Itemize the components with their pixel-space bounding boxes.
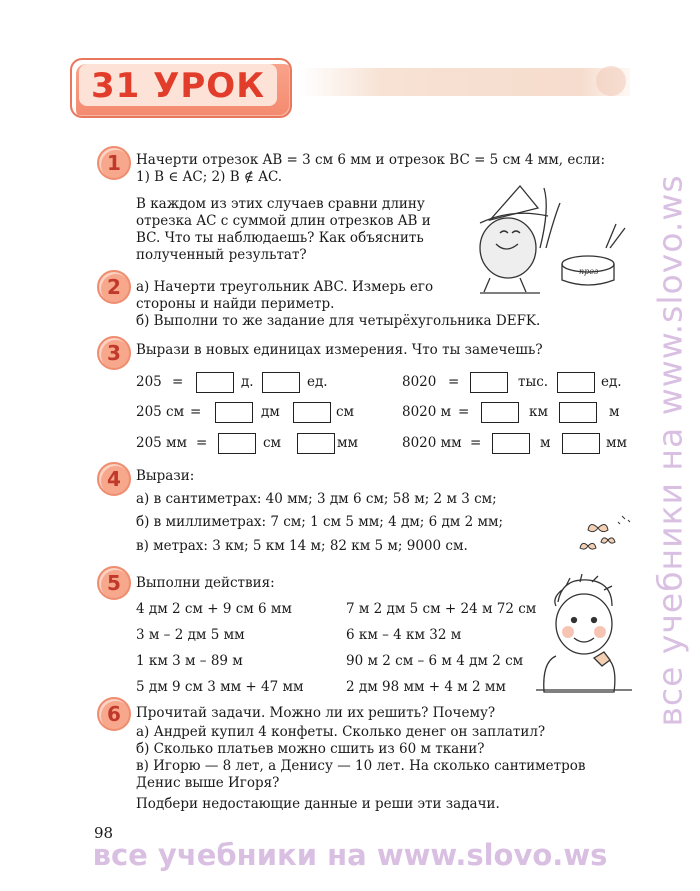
task1-para-3: BC. Что ты наблюдаешь? Как объяснить xyxy=(136,230,424,246)
answer-box[interactable] xyxy=(492,433,530,454)
task3-left-2-a: 205 см xyxy=(136,404,185,420)
task2-line-2: стороны и найди периметр. xyxy=(136,296,335,312)
task3-right-3-a: 8020 мм xyxy=(402,435,462,451)
task3-left-1-a: 205 xyxy=(136,374,162,390)
answer-box[interactable] xyxy=(215,402,253,423)
task5-left-1: 4 дм 2 см + 9 см 6 мм xyxy=(136,601,292,617)
answer-box[interactable] xyxy=(557,372,595,393)
task3-right-2-eq: = xyxy=(458,404,470,420)
task3-left-1-u2: ед. xyxy=(307,374,328,390)
watermark-side xyxy=(648,130,692,770)
task-number-3: 3 xyxy=(97,336,131,370)
task3-right-3-u2: мм xyxy=(606,435,628,451)
task5-left-3: 1 км 3 м – 89 м xyxy=(136,653,243,669)
task3-right-1-u2: ед. xyxy=(601,374,622,390)
task3-right-1-a: 8020 xyxy=(402,374,437,390)
task5-left-2: 3 м – 2 дм 5 мм xyxy=(136,627,245,643)
owl-in-hat-illustration xyxy=(460,178,635,298)
watermark-side-text: все учебники на www.slovo.ws xyxy=(650,173,690,727)
watermark-bottom[interactable]: все учебники на www.slovo.ws xyxy=(92,838,608,872)
answer-box[interactable] xyxy=(196,372,234,393)
task3-left-3-u1: см xyxy=(263,435,282,451)
task-number-2: 2 xyxy=(97,270,131,304)
task3-title: Вырази в новых единицах измерения. Что ты замечешь? xyxy=(136,342,543,358)
task3-left-1-u1: д. xyxy=(241,374,254,390)
answer-box[interactable] xyxy=(218,433,256,454)
task3-left-3-u2: мм xyxy=(337,435,359,451)
task6-line-c: в) Игорю — 8 лет, а Денису — 10 лет. На сколько сантиметров xyxy=(136,758,586,774)
task-number-4: 4 xyxy=(97,462,131,496)
task5-title: Выполни действия: xyxy=(136,575,275,591)
task5-left-4: 5 дм 9 см 3 мм + 47 мм xyxy=(136,679,304,695)
lesson-title: 31 УРОК xyxy=(91,66,265,106)
task1-para-1: В каждом из этих случаев сравни длину xyxy=(136,196,425,212)
task2-line-3: б) Выполни то же задание для четырёхугольника DEFK. xyxy=(136,313,541,329)
task5-right-1: 7 м 2 дм 5 см + 24 м 72 см xyxy=(346,601,537,617)
task3-right-2-u1: км xyxy=(529,404,548,420)
task5-right-4: 2 дм 98 мм + 4 м 2 мм xyxy=(346,679,506,695)
task6-footer: Подбери недостающие данные и реши эти задачи. xyxy=(136,796,500,812)
task-number-5: 5 xyxy=(97,566,131,600)
task5-right-2: 6 км – 4 км 32 м xyxy=(346,627,462,643)
pot-label: през xyxy=(579,267,599,276)
task3-right-2-u2: м xyxy=(609,404,620,420)
task6-title: Прочитай задачи. Можно ли их решить? Почему? xyxy=(136,705,496,721)
task3-right-1-u1: тыс. xyxy=(518,374,549,390)
page-number: 98 xyxy=(94,824,114,842)
answer-box[interactable] xyxy=(562,433,600,454)
answer-box[interactable] xyxy=(262,372,300,393)
answer-box[interactable] xyxy=(470,372,508,393)
task6-line-a: а) Андрей купил 4 конфеты. Сколько денег он заплатил? xyxy=(136,724,546,740)
task2-line-1: а) Начерти треугольник ABC. Измерь его xyxy=(136,279,434,295)
task3-left-3-a: 205 мм xyxy=(136,435,188,451)
butterflies-illustration xyxy=(578,510,638,560)
task-number-1: 1 xyxy=(97,146,131,180)
header-ornament xyxy=(596,66,626,96)
task3-right-1-eq: = xyxy=(448,374,460,390)
answer-box[interactable] xyxy=(297,433,335,454)
task3-left-2-u1: дм xyxy=(261,404,280,420)
answer-box[interactable] xyxy=(559,402,597,423)
task4-title: Вырази: xyxy=(136,468,195,484)
task3-right-3-eq: = xyxy=(470,435,482,451)
task3-left-1-eq: = xyxy=(172,374,184,390)
boy-illustration xyxy=(536,572,636,700)
task3-right-3-u1: м xyxy=(540,435,551,451)
task3-left-2-u2: см xyxy=(336,404,355,420)
task5-right-3: 90 м 2 см – 6 м 4 дм 2 см xyxy=(346,653,524,669)
task4-line-b: б) в миллиметрах: 7 см; 1 см 5 мм; 4 дм; 6 дм 2 мм; xyxy=(136,514,504,530)
task1-para-4: полученный результат? xyxy=(136,247,307,263)
task6-line-d: Денис выше Игоря? xyxy=(136,775,280,791)
answer-box[interactable] xyxy=(481,402,519,423)
task3-left-2-eq: = xyxy=(190,404,202,420)
header-banner xyxy=(300,68,630,96)
task6-line-b: б) Сколько платьев можно сшить из 60 м ткани? xyxy=(136,741,485,757)
task1-line2: 1) B ∈ AC; 2) B ∉ AC. xyxy=(136,169,283,185)
task3-left-3-eq: = xyxy=(196,435,208,451)
task1-para-2: отрезка AC с суммой длин отрезков AB и xyxy=(136,213,431,229)
task3-right-2-a: 8020 м xyxy=(402,404,452,420)
task4-line-c: в) метрах: 3 км; 5 км 14 м; 82 км 5 м; 9000 см. xyxy=(136,538,468,554)
task4-line-a: а) в сантиметрах: 40 мм; 3 дм 6 см; 58 м; 2 м 3 см; xyxy=(136,491,497,507)
task-number-6: 6 xyxy=(97,697,131,731)
task1-line1: Начерти отрезок AB = 3 см 6 мм и отрезок BC = 5 см 4 мм, если: xyxy=(136,152,606,168)
answer-box[interactable] xyxy=(293,402,331,423)
